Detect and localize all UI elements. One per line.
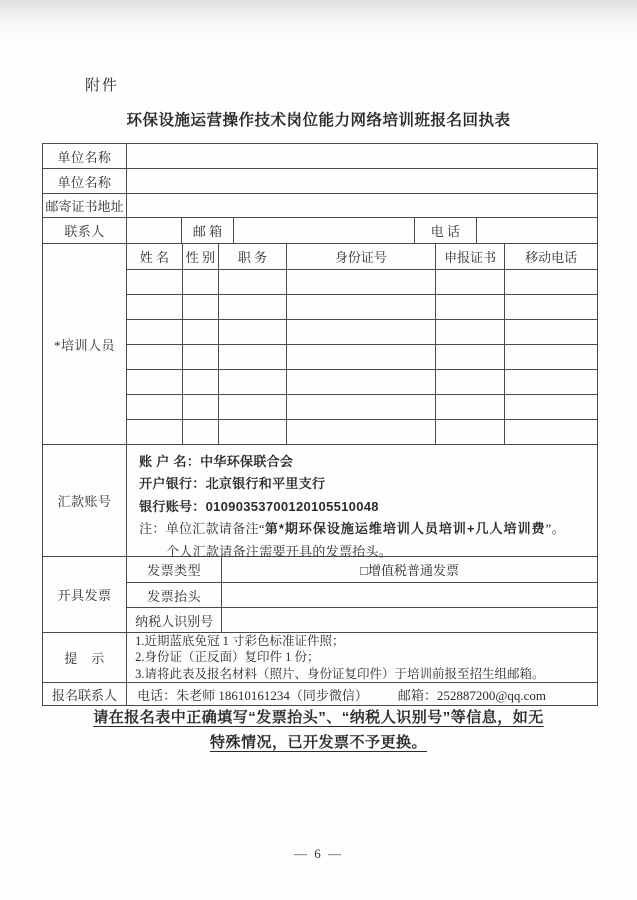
unit-name-row-1: [43, 144, 597, 168]
trainee-empty-cell: [218, 370, 286, 394]
trainee-empty-cell: [127, 270, 182, 294]
tips-line-3: 3.请将此表及报名材料（照片、身份证复印件）于培训前报至招生组邮箱。: [135, 666, 545, 681]
trainee-col-name: 姓 名: [139, 250, 169, 265]
trainee-empty-cell: [182, 395, 219, 419]
remittance-account-name: 账 户 名：中华环保联合会: [139, 454, 294, 469]
trainee-empty-cell: [504, 345, 597, 369]
invoice-title-row: [127, 582, 597, 607]
registration-contact-label: 报名联系人: [52, 687, 118, 703]
trainee-empty-cell: [218, 345, 286, 369]
trainee-col-idno: 身份证号: [286, 244, 435, 269]
trainee-empty-cell: [127, 370, 182, 394]
trainee-col-gender: 性 别: [182, 244, 219, 269]
trainee-empty-cell: [286, 320, 435, 344]
trainee-empty-cell: [435, 320, 505, 344]
phone-label: 电 话: [414, 218, 477, 243]
trainee-empty-cell: [127, 295, 182, 319]
footer-note-line-2: 特殊情况，已开发票不予更换。: [209, 734, 427, 751]
remittance-note: [139, 518, 591, 540]
trainee-empty-cell: [127, 395, 182, 419]
trainee-empty-cell: [127, 345, 182, 369]
trainee-empty-cell: [504, 295, 597, 319]
trainee-empty-cell: [218, 320, 286, 344]
trainee-empty-cell: [435, 270, 505, 294]
scan-edge-shadow: [0, 0, 637, 46]
trainee-empty-cell: [182, 270, 219, 294]
trainees-section: [43, 243, 597, 444]
invoice-type-label: 发票类型: [147, 563, 202, 578]
trainee-header-row: [127, 244, 597, 269]
invoice-section: [43, 556, 597, 632]
trainee-empty-row: [127, 344, 597, 369]
page-title: 环保设施运营操作技术岗位能力网络培训班报名回执表: [126, 112, 511, 129]
trainee-empty-cell: [286, 370, 435, 394]
trainee-empty-cell: [286, 395, 435, 419]
taxpayer-id-label: 纳税人识别号: [135, 613, 214, 629]
unit-name-row-2: [43, 168, 597, 193]
trainee-empty-cell: [435, 295, 505, 319]
trainee-empty-cell: [286, 420, 435, 444]
email-value-cell: [233, 218, 414, 243]
trainee-empty-cell: [127, 420, 182, 444]
remittance-details: [126, 445, 597, 559]
trainee-empty-cell: [218, 395, 286, 419]
tips-line-2: 2.身份证（正反面）复印件 1 份；: [135, 650, 320, 665]
unit-name-label: 单位名称: [57, 174, 112, 190]
footer-note: [0, 705, 637, 755]
remittance-note-suffix: ”。: [545, 521, 565, 537]
mail-address-label: 邮寄证书地址: [45, 199, 124, 214]
contact-person-row: [43, 217, 597, 243]
trainee-empty-cell: [435, 420, 505, 444]
footer-note-line-1: 请在报名表中正确填写“发票抬头”、“纳税人识别号”等信息，如无: [93, 709, 544, 726]
trainee-rows: [126, 244, 597, 444]
trainee-empty-cell: [182, 370, 219, 394]
invoice-type-row: [127, 557, 597, 582]
registration-contact-row: [43, 682, 597, 705]
remittance-section-label: 汇款账号: [57, 494, 112, 509]
unit-name-label: 单位名称: [57, 149, 112, 165]
trainee-empty-cell: [182, 420, 219, 444]
invoice-type-value: □增值税普通发票: [221, 557, 597, 582]
invoice-title-value: [221, 583, 597, 607]
page-number: — 6 —: [294, 846, 343, 861]
trainee-empty-cell: [182, 295, 219, 319]
unit-name-value-cell: [126, 169, 597, 193]
invoice-section-label: 开具发票: [57, 588, 112, 603]
tips-section-label: 提 示: [64, 651, 105, 666]
trainee-empty-row: [127, 294, 597, 319]
attachment-label: 附件: [85, 78, 120, 94]
remittance-note-bold: 第*期环保设施运维培训人员培训+几人培训费: [264, 521, 546, 537]
trainee-empty-cell: [182, 345, 219, 369]
trainee-empty-row: [127, 369, 597, 394]
trainee-empty-cell: [435, 370, 505, 394]
remittance-bank: 开户银行：北京银行和平里支行: [139, 476, 326, 492]
remittance-section: [43, 444, 597, 559]
trainee-empty-cell: [504, 270, 597, 294]
trainee-empty-cell: [218, 420, 286, 444]
trainee-empty-row: [127, 319, 597, 344]
trainee-empty-cell: [182, 320, 219, 344]
tips-line-1: 1.近期蓝底免冠 1 寸彩色标准证件照；: [135, 633, 345, 648]
trainee-col-cert: 申报证书: [435, 244, 505, 269]
email-label: 邮 箱: [181, 218, 233, 243]
trainee-empty-cell: [127, 320, 182, 344]
trainee-col-mobile: 移动电话: [504, 244, 597, 269]
mail-address-row: [43, 193, 597, 217]
registration-contact-email: 邮箱：252887200@qq.com: [397, 687, 546, 703]
remittance-account-number: 银行账号：01090353700120105510048: [139, 498, 379, 514]
remittance-note-line2: 个人汇款请备注需要开具的发票抬头。: [166, 543, 393, 559]
trainee-empty-cell: [504, 370, 597, 394]
mail-address-value-cell: [126, 194, 597, 217]
trainee-empty-cell: [435, 395, 505, 419]
trainee-empty-row: [127, 419, 597, 444]
trainee-empty-cell: [218, 295, 286, 319]
contact-person-value-cell: [126, 218, 181, 243]
trainee-empty-row: [127, 269, 597, 294]
invoice-rows: [126, 557, 597, 632]
trainee-empty-cell: [504, 420, 597, 444]
trainee-empty-cell: [286, 270, 435, 294]
contact-person-label: 联系人: [64, 224, 105, 239]
tips-list: [126, 633, 597, 682]
unit-name-value-cell: [126, 144, 597, 168]
registration-form-table: [42, 143, 598, 706]
remittance-note-prefix: 注：单位汇款请备注“: [139, 521, 265, 537]
invoice-title-label: 发票抬头: [147, 588, 202, 604]
trainee-empty-cell: [286, 295, 435, 319]
tips-section: [43, 632, 597, 682]
trainee-empty-cell: [435, 345, 505, 369]
trainees-section-label: *培训人员: [54, 337, 116, 353]
trainee-empty-row: [127, 394, 597, 419]
registration-contact-phone: 电话：朱老师 18610161234（同步微信）: [137, 687, 368, 703]
trainee-empty-cell: [286, 345, 435, 369]
trainee-empty-cell: [504, 395, 597, 419]
trainee-empty-cell: [218, 270, 286, 294]
taxpayer-id-value: [221, 608, 597, 632]
trainee-col-duty: 职 务: [218, 244, 286, 269]
taxpayer-id-row: [127, 607, 597, 632]
registration-contact-details: [126, 683, 597, 705]
trainee-empty-cell: [504, 320, 597, 344]
phone-value-cell: [476, 218, 597, 243]
